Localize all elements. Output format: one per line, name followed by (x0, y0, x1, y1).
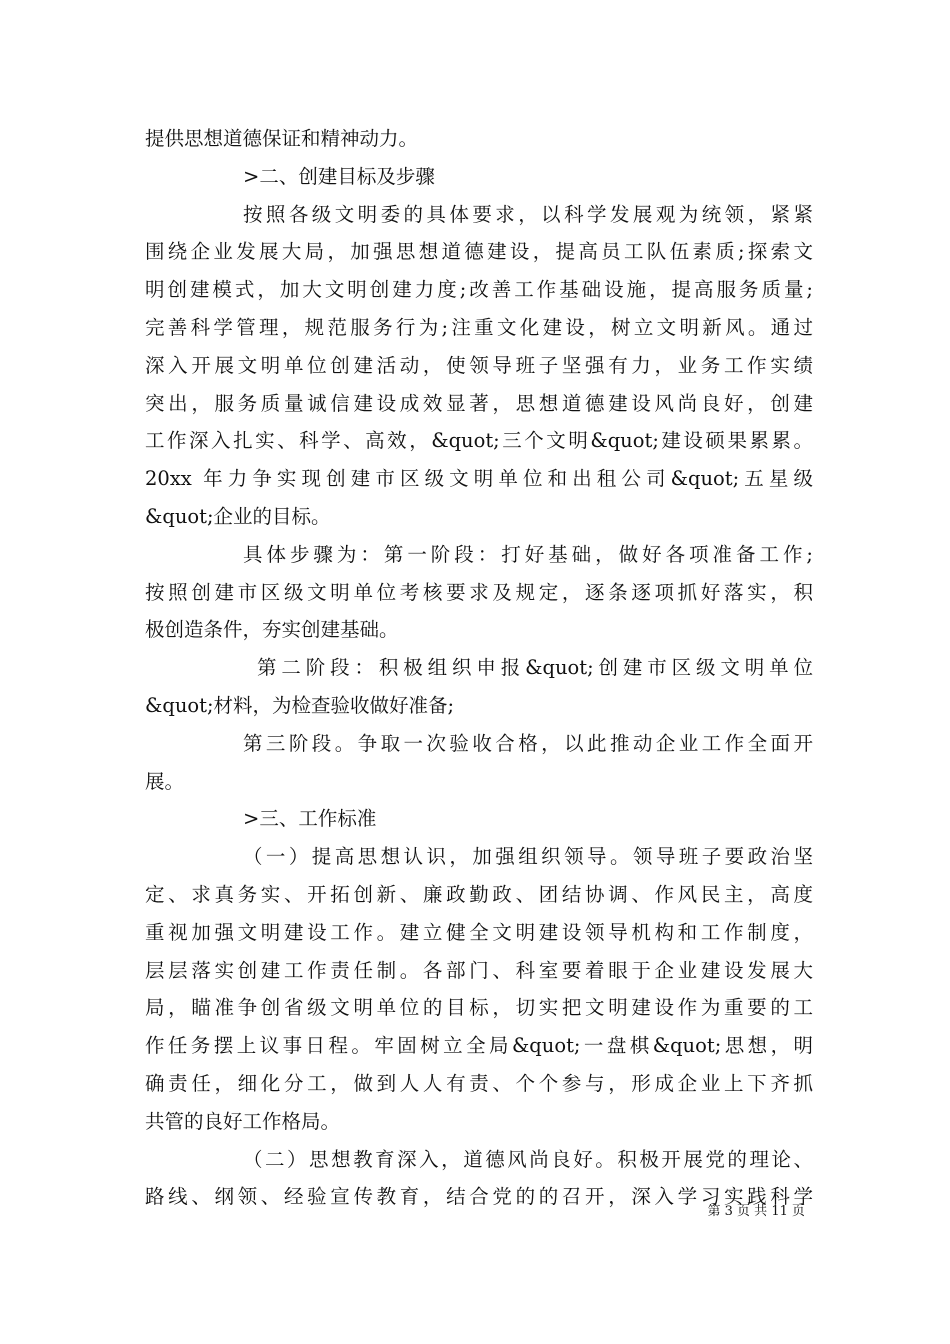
section-heading: >三、工作标准 (243, 807, 377, 831)
text-line: 展。 (145, 769, 185, 793)
text-line: 提供思想道德保证和精神动力。 (145, 127, 419, 150)
text-line: 明创建模式，加大文明创建力度;改善工作基础设施，提高服务质量; (145, 278, 813, 302)
paragraph-first-line: 第二阶段：积极组织申报&quot;创建市区级文明单位 (257, 656, 813, 680)
paragraph-first-line: （一）提高思想认识，加强组织领导。领导班子要政治坚 (243, 845, 813, 869)
text-line: 工作深入扎实、科学、高效，&quot;三个文明&quot;建设硕果累累。 (145, 429, 813, 453)
section-heading: >二、创建目标及步骤 (243, 164, 435, 188)
text-line: 突出，服务质量诚信建设成效显著，思想道德建设风尚良好，创建 (145, 391, 813, 415)
paragraph-first-line: （二）思想教育深入，道德风尚良好。积极开展党的理论、 (243, 1147, 813, 1171)
text-line: 围绕企业发展大局，加强思想道德建设，提高员工队伍素质;探索文 (145, 240, 813, 264)
text-line: 确责任，细化分工，做到人人有责、个个参与，形成企业上下齐抓 (145, 1071, 813, 1095)
text-line: 重视加强文明建设工作。建立健全文明建设领导机构和工作制度， (145, 920, 813, 944)
text-line: 路线、纲领、经验宣传教育，结合党的的召开，深入学习实践科学 (145, 1185, 813, 1209)
paragraph-first-line: 按照各级文明委的具体要求，以科学发展观为统领，紧紧 (243, 202, 813, 226)
text-line: 极创造条件，夯实创建基础。 (145, 618, 399, 642)
text-line: 完善科学管理，规范服务行为;注重文化建设，树立文明新风。通过 (145, 315, 813, 339)
paragraph-first-line: 具体步骤为：第一阶段：打好基础，做好各项准备工作; (243, 542, 813, 566)
text-line: 局，瞄准争创省级文明单位的目标，切实把文明建设作为重要的工 (145, 996, 813, 1020)
text-line: &quot;材料，为检查验收做好准备; (145, 693, 455, 717)
text-line: 深入开展文明单位创建活动，使领导班子坚强有力，业务工作实绩 (145, 353, 813, 377)
text-line: 20xx 年力争实现创建市区级文明单位和出租公司&quot;五星级 (145, 467, 813, 491)
page-number-footer: 第 3 页 共 11 页 (707, 1204, 805, 1219)
paragraph-first-line: 第三阶段。争取一次验收合格，以此推动企业工作全面开 (243, 731, 813, 755)
text-line: 作任务摆上议事日程。牢固树立全局&quot;一盘棋&quot;思想，明 (145, 1034, 813, 1058)
text-line: 共管的良好工作格局。 (145, 1109, 341, 1133)
text-line: &quot;企业的目标。 (145, 504, 331, 528)
text-line: 定、求真务实、开拓创新、廉政勤政、团结协调、作风民主，高度 (145, 882, 813, 906)
document-body (145, 120, 813, 1216)
text-line: 层层落实创建工作责任制。各部门、科室要着眼于企业建设发展大 (145, 958, 813, 982)
text-line: 按照创建市区级文明单位考核要求及规定，逐条逐项抓好落实，积 (145, 580, 813, 604)
